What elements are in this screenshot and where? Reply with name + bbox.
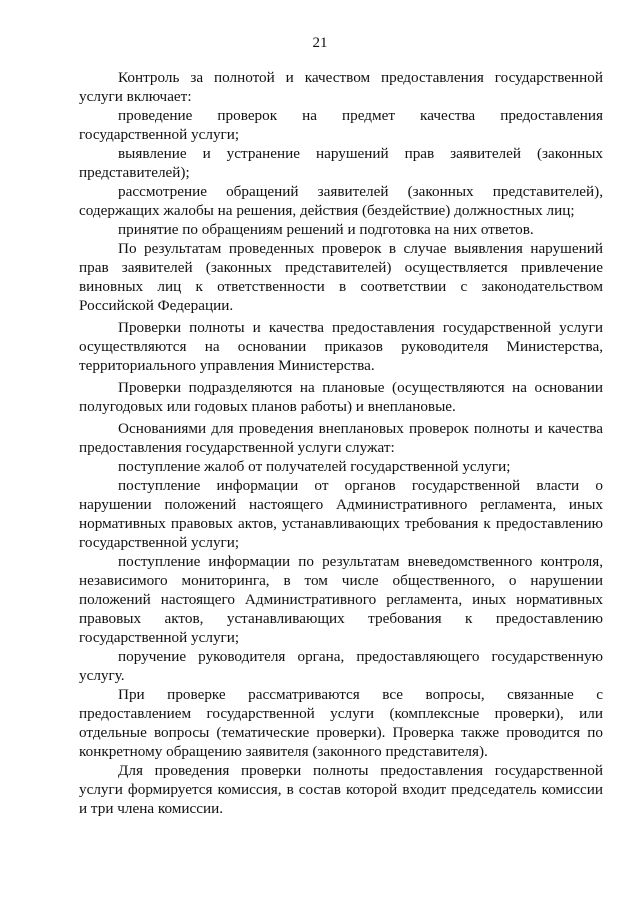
page-number: 21 [312,35,328,51]
paragraph: выявление и устранение нарушений прав заявителей (законных представителей); [79,145,603,181]
paragraph: поступление информации по результатам вневедомственного контроля, независимого мониторинга, в том числе общественного, о нарушении положений настоящего Административного регламента, иных нормативных правовых актов, устанавливающих требования к предоставлению государственной услуги; [79,553,603,646]
paragraph: Проверки подразделяются на плановые (осуществляются на основании полугодовых или годовых планов работы) и внеплановые. [79,379,603,415]
paragraph: По результатам проведенных проверок в случае выявления нарушений прав заявителей (законных представителей) осуществляется привлечение виновных лиц к ответственности в соответствии с законодательством Российской Федерации. [79,240,603,314]
paragraph: Основаниями для проведения внеплановых проверок полноты и качества предоставления государственной услуги служат: [79,420,603,456]
paragraph: Контроль за полнотой и качеством предоставления государственной услуги включает: [79,69,603,105]
paragraph: поступление информации от органов государственной власти о нарушении положений настоящего Административного регламента, иных нормативных правовых актов, устанавливающих требования к предоставлению государственной услуги; [79,477,603,551]
paragraph: Для проведения проверки полноты предоставления государственной услуги формируется комиссия, в состав которой входит председатель комиссии и три члена комиссии. [79,762,603,817]
paragraph: поступление жалоб от получателей государственной услуги; [118,458,511,475]
paragraph: Проверки полноты и качества предоставления государственной услуги осуществляются на основании приказов руководителя Министерства, территориального управления Министерства. [79,319,603,374]
paragraph: поручение руководителя органа, предоставляющего государственную услугу. [79,648,603,684]
paragraph: проведение проверок на предмет качества предоставления государственной услуги; [79,107,603,143]
paragraph: рассмотрение обращений заявителей (законных представителей), содержащих жалобы на решения, действия (бездействие) должностных лиц; [79,183,603,219]
document-body [79,68,603,818]
paragraph: принятие по обращениям решений и подготовка на них ответов. [118,221,534,238]
paragraph: При проверке рассматриваются все вопросы, связанные с предоставлением государственной услуги (комплексные проверки), или отдельные вопросы (тематические проверки). Проверка также проводится по конкретному обращению заявителя (законного представителя). [79,686,603,760]
